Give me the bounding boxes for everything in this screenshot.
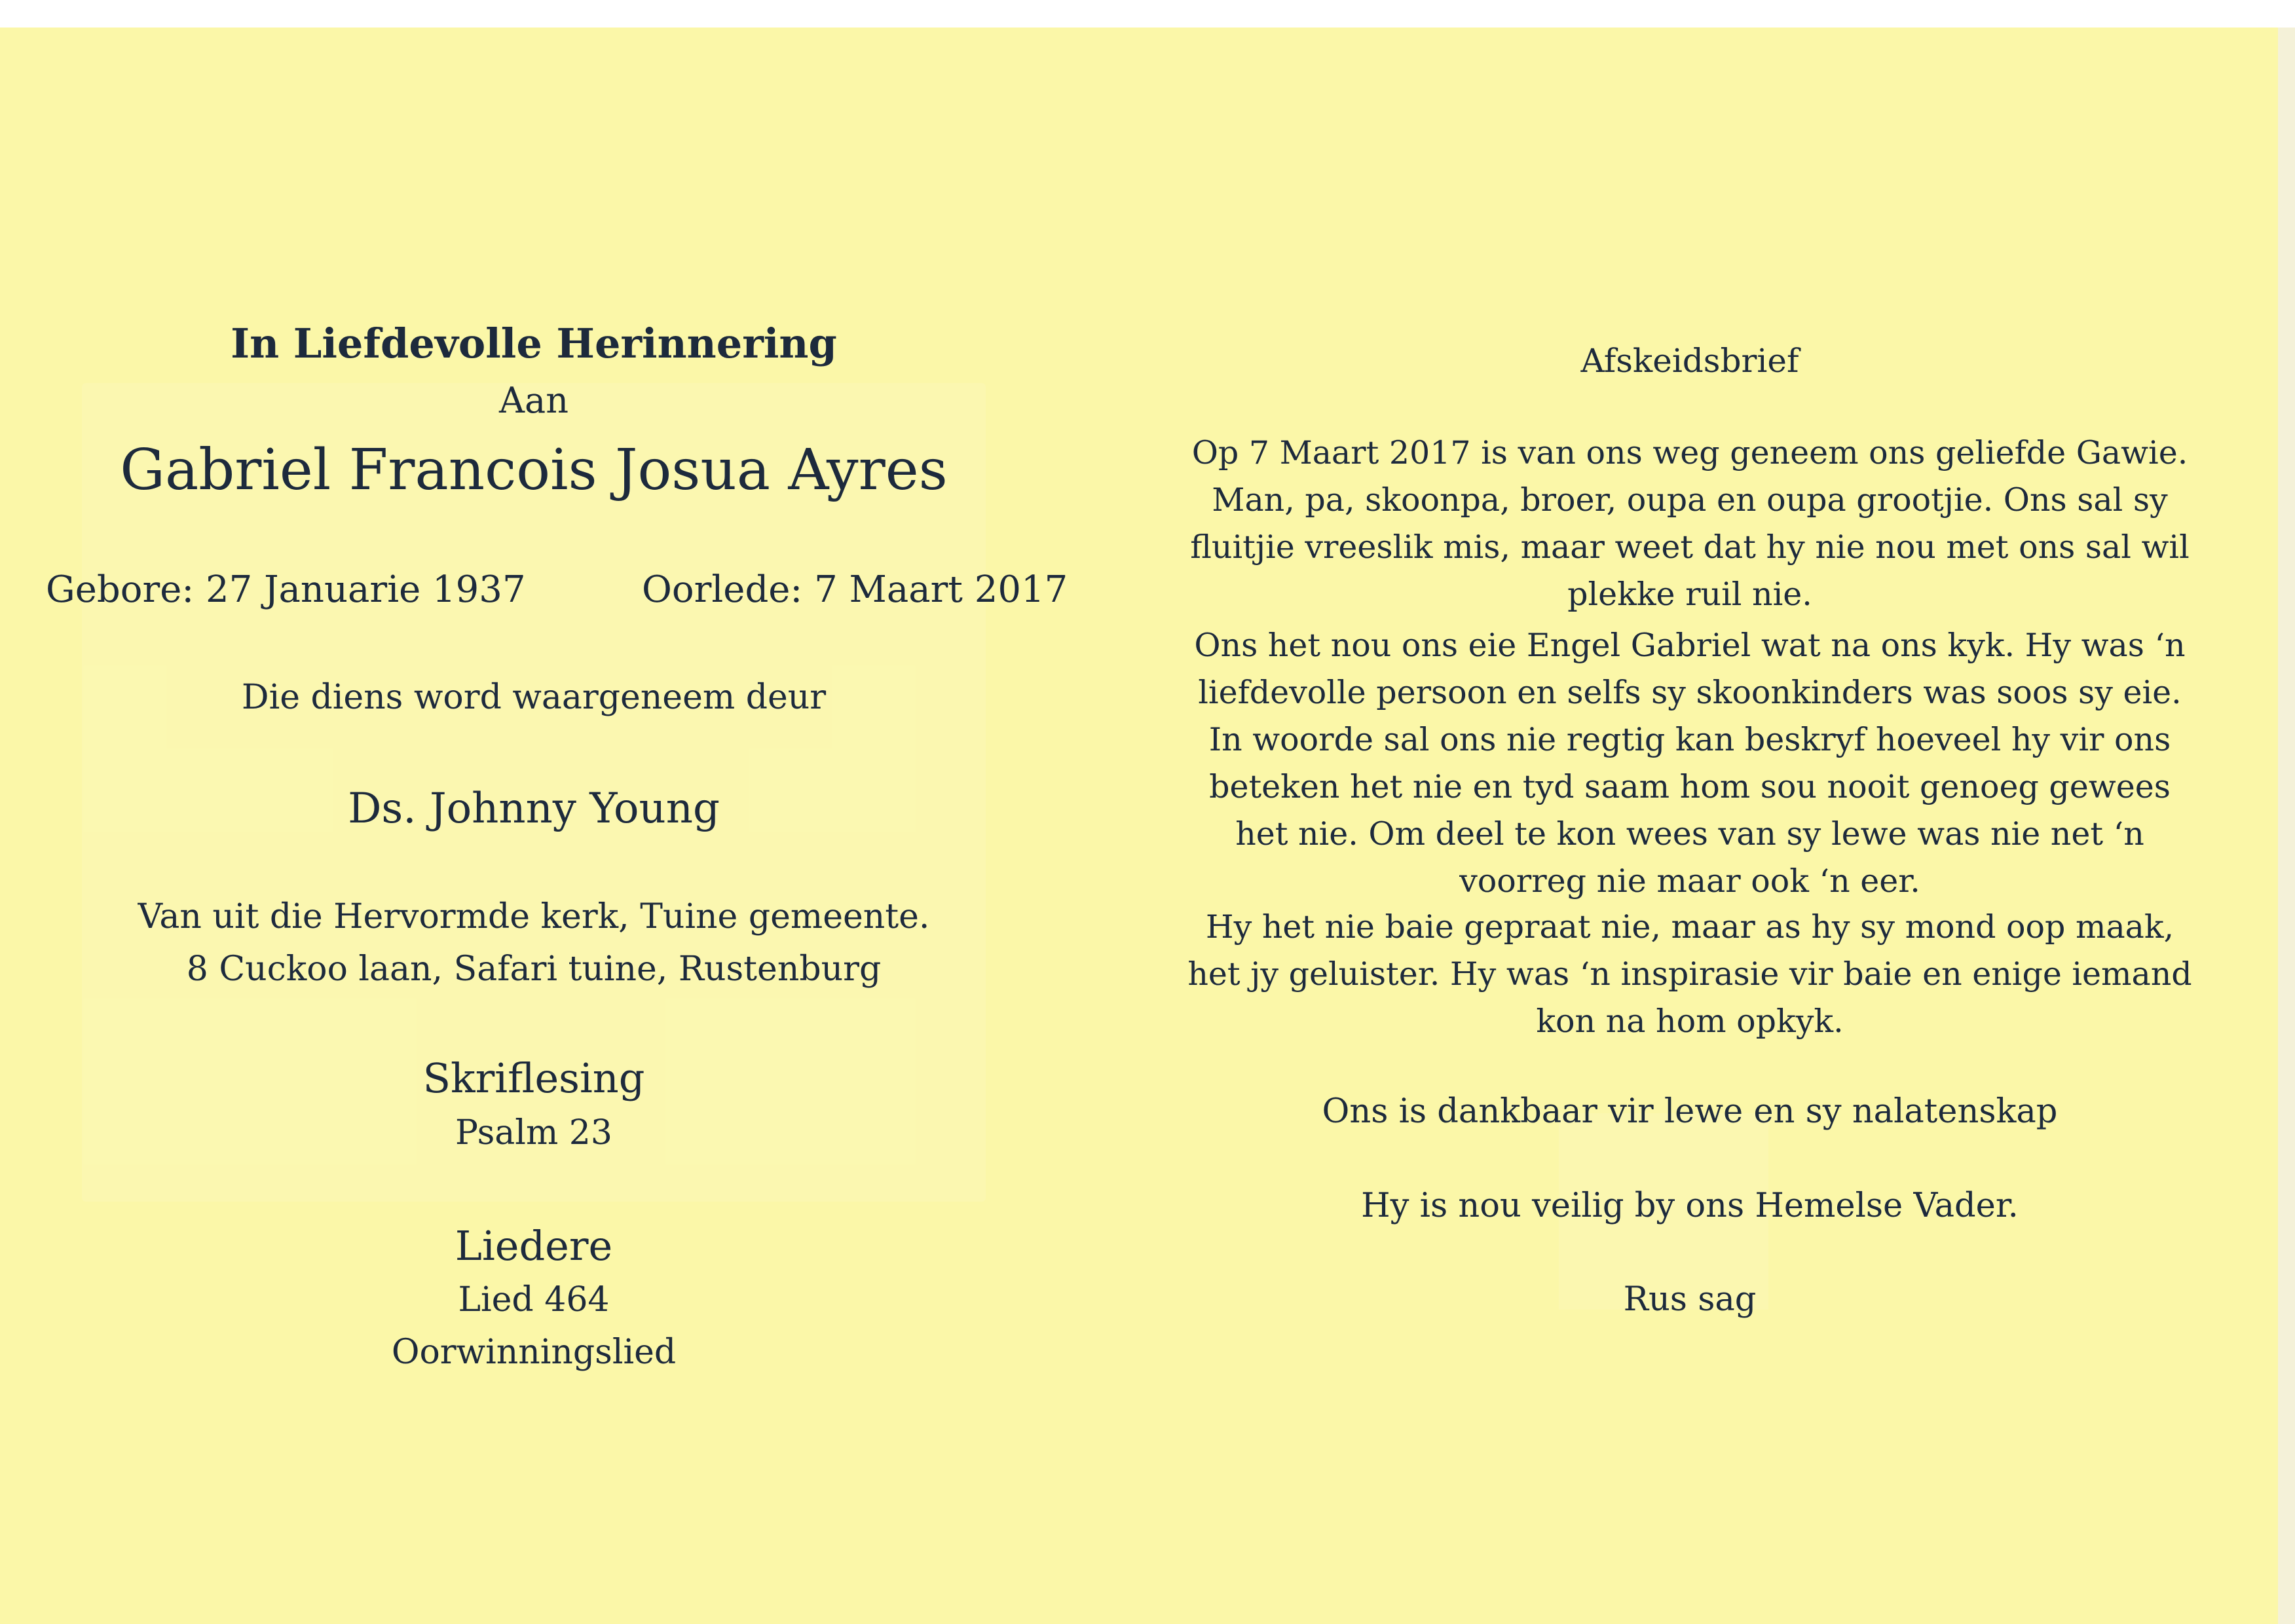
farewell-letter-title: Afskeidsbrief bbox=[1580, 342, 1799, 380]
letter-paragraph: Ons het nou ons eie Engel Gabriel wat na ons kyk. Hy was ‘n liefdevolle persoon en selfs sy skoonkinders was soos sy eie. In woorde sal ons nie regtig kan beskryf hoeveel hy vir ons beteken het nie en tyd saam hom sou nooit genoeg gewees het nie. Om deel te kon wees van sy lewe was nie net ‘n voorreg nie maar ook ‘n eer. bbox=[1194, 627, 2186, 900]
letter-thanks: Ons is dankbaar vir lewe en sy nalatenskap bbox=[1322, 1092, 2058, 1131]
memorial-aan: Aan bbox=[499, 380, 569, 421]
song-item: Lied 464 bbox=[458, 1280, 610, 1320]
birth-date: Gebore: 27 Januarie 1937 bbox=[46, 568, 526, 611]
songs-heading: Liedere bbox=[455, 1222, 613, 1270]
song-item: Oorwinningslied bbox=[391, 1333, 677, 1372]
minister-name: Ds. Johnny Young bbox=[348, 784, 720, 833]
scripture-heading: Skriflesing bbox=[422, 1054, 645, 1102]
scripture-reading: Psalm 23 bbox=[455, 1113, 612, 1153]
church-line-1: Van uit die Hervormde kerk, Tuine gemeente. bbox=[138, 897, 930, 936]
letter-safe: Hy is nou veilig by ons Hemelse Vader. bbox=[1361, 1187, 2019, 1225]
deceased-name: Gabriel Francois Josua Ayres bbox=[120, 437, 948, 503]
scan-edge bbox=[2278, 28, 2295, 1624]
service-intro: Die diens word waargeneem deur bbox=[241, 678, 827, 717]
letter-closing: Rus sag bbox=[1623, 1280, 1757, 1319]
letter-paragraph: Hy het nie baie gepraat nie, maar as hy sy mond oop maak, het jy geluister. Hy was ‘n inspirasie vir baie en enige iemand kon na hom opkyk. bbox=[1187, 908, 2192, 1040]
death-date: Oorlede: 7 Maart 2017 bbox=[642, 568, 1068, 611]
letter-paragraph: Op 7 Maart 2017 is van ons weg geneem ons geliefde Gawie. Man, pa, skoonpa, broer, oupa en oupa grootjie. Ons sal sy fluitjie vreeslik mis, maar weet dat hy nie nou met ons sal wil plekke ruil nie. bbox=[1190, 434, 2190, 613]
church-line-2: 8 Cuckoo laan, Safari tuine, Rustenburg bbox=[186, 950, 882, 989]
memorial-heading: In Liefdevolle Herinnering bbox=[231, 320, 837, 367]
